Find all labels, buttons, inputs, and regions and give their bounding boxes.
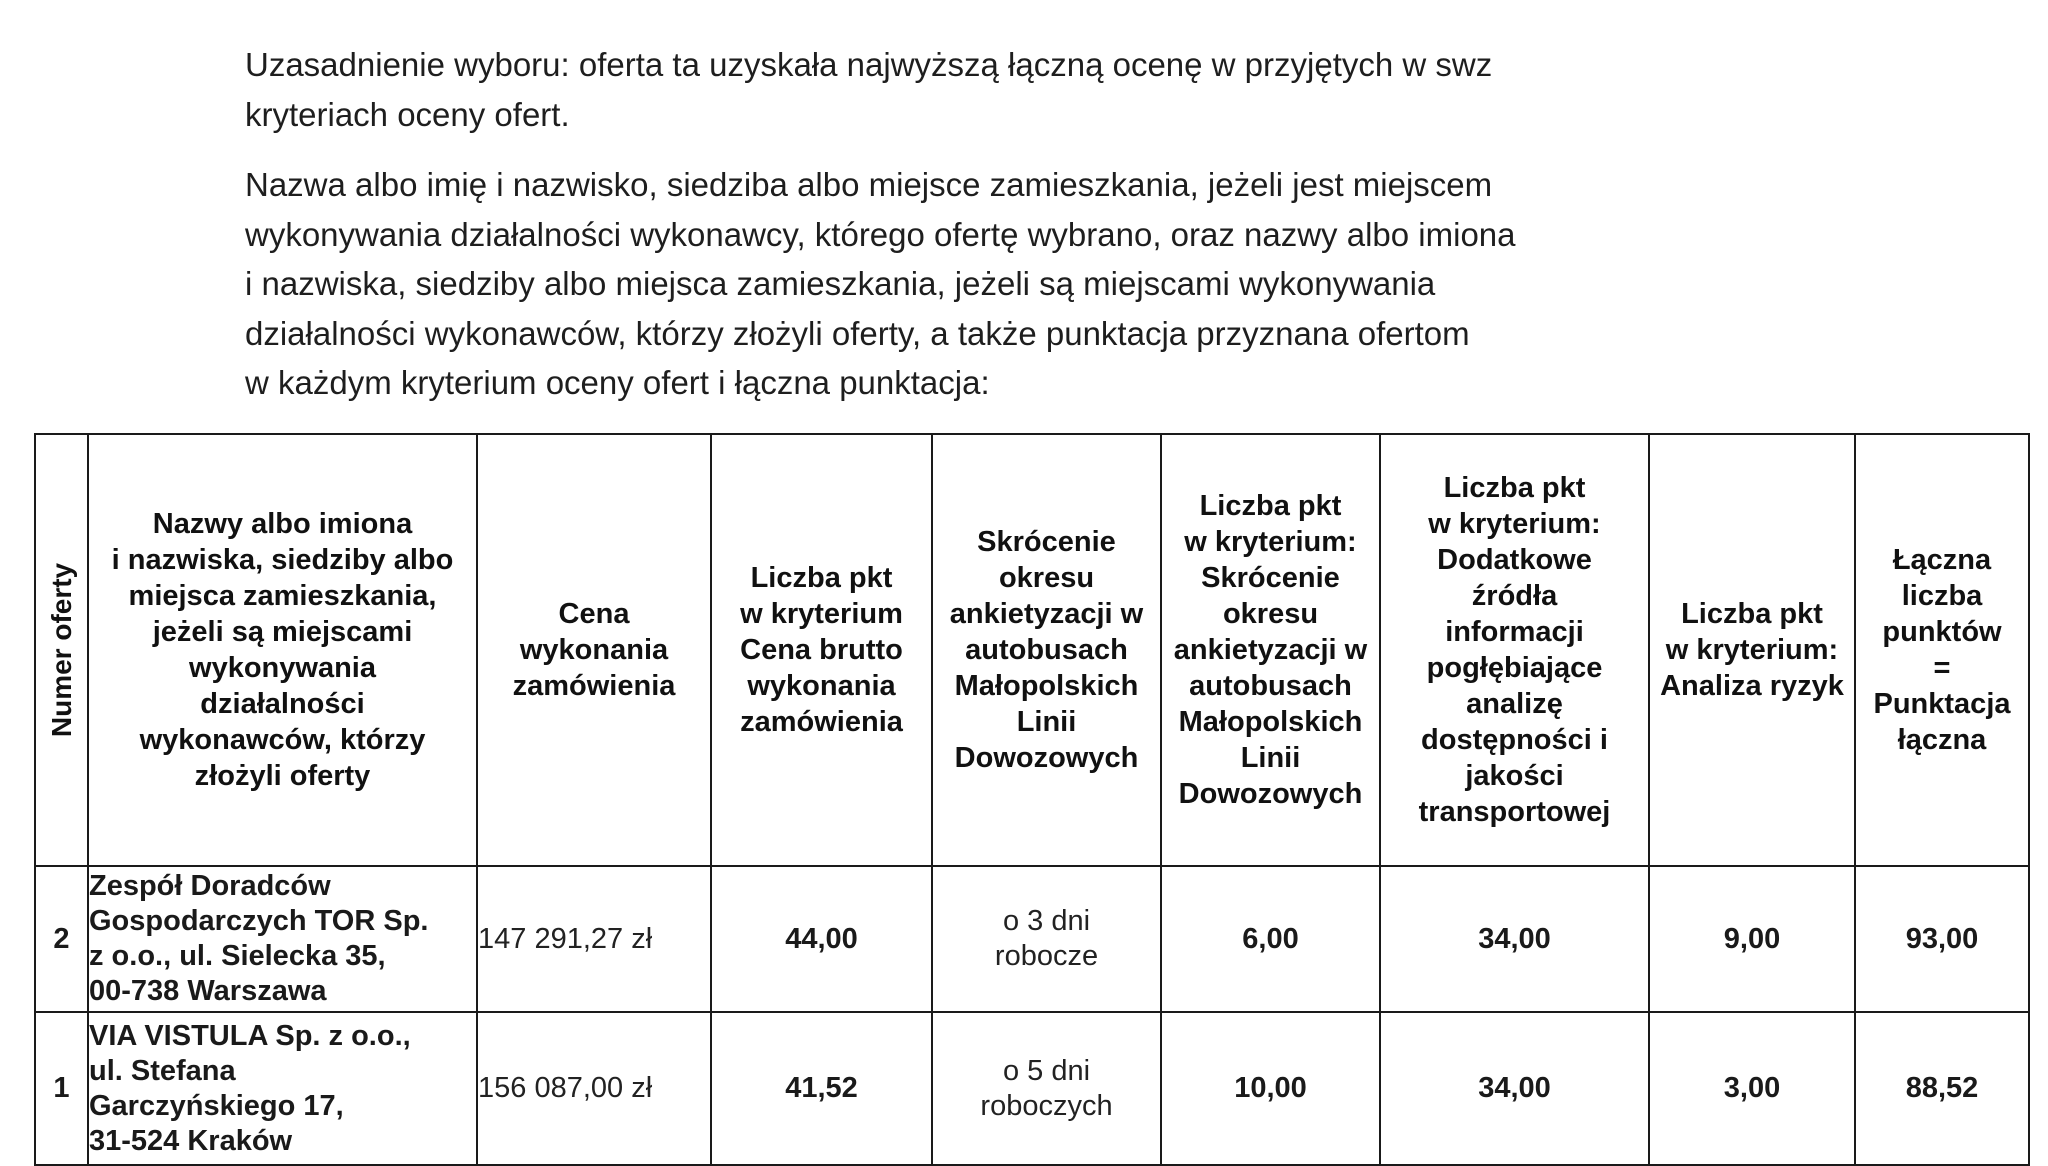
contractor-name-cell: Zespół Doradców Gospodarczych TOR Sp. z o.o., ul. Sielecka 35, 00-738 Warszawa: [88, 866, 477, 1012]
header-price: Cena wykonania zamówienia: [477, 434, 711, 866]
header-additional-points: Liczba pkt w kryterium: Dodatkowe źródła informacji pogłębiające analizę dostępności i jakości transportowej: [1380, 434, 1649, 866]
risk-points-cell: 9,00: [1649, 866, 1855, 1012]
header-price-points: Liczba pkt w kryterium Cena brutto wykonania zamówienia: [711, 434, 932, 866]
description-paragraph: Nazwa albo imię i nazwisko, siedziba albo miejsce zamieszkania, jeżeli jest miejscem wykonywania działalności wykonawcy, którego ofertę wybrano, oraz nazwy albo imiona i nazwiska, siedziby albo miejsca zamieszkania, jeżeli są miejscami wykonywania działalności wykonawców, którzy złożyli oferty, a także punktacja przyznana ofertom w każdym kryterium oceny ofert i łączna punktacja:: [245, 166, 1516, 401]
price-cell: 156 087,00 zł: [477, 1012, 711, 1165]
header-total: Łączna liczba punktów = Punktacja łączna: [1855, 434, 2029, 866]
offer-number-cell: 2: [35, 866, 88, 1012]
shortening-cell: o 5 dni roboczych: [932, 1012, 1161, 1165]
header-risk-points: Liczba pkt w kryterium: Analiza ryzyk: [1649, 434, 1855, 866]
price-points-cell: 41,52: [711, 1012, 932, 1165]
total-cell: 88,52: [1855, 1012, 2029, 1165]
additional-points-cell: 34,00: [1380, 1012, 1649, 1165]
total-cell: 93,00: [1855, 866, 2029, 1012]
risk-points-cell: 3,00: [1649, 1012, 1855, 1165]
table-row: [35, 866, 2029, 1012]
table-header-row: [35, 434, 2029, 866]
contractor-name-cell: VIA VISTULA Sp. z o.o., ul. Stefana Garczyńskiego 17, 31-524 Kraków: [88, 1012, 477, 1165]
shortening-points-cell: 10,00: [1161, 1012, 1380, 1165]
header-names: Nazwy albo imiona i nazwiska, siedziby albo miejsca zamieszkania, jeżeli są miejscami wykonywania działalności wykonawców, którzy złożyli oferty: [88, 434, 477, 866]
header-shortening: Skrócenie okresu ankietyzacji w autobusach Małopolskich Linii Dowozowych: [932, 434, 1161, 866]
shortening-points-cell: 6,00: [1161, 866, 1380, 1012]
offers-table: [34, 433, 2030, 1166]
header-offer-number: [35, 434, 88, 866]
additional-points-cell: 34,00: [1380, 866, 1649, 1012]
shortening-cell: o 3 dni robocze: [932, 866, 1161, 1012]
offer-number-cell: 1: [35, 1012, 88, 1165]
price-points-cell: 44,00: [711, 866, 932, 1012]
header-shortening-points: Liczba pkt w kryterium: Skrócenie okresu ankietyzacji w autobusach Małopolskich Linii Dowozowych: [1161, 434, 1380, 866]
justification-paragraph: Uzasadnienie wyboru: oferta ta uzyskała najwyższą łączną ocenę w przyjętych w swz kryteriach oceny ofert.: [245, 46, 1493, 133]
header-offer-number-label: Numer oferty: [45, 562, 77, 738]
table-row: [35, 1012, 2029, 1165]
price-cell: 147 291,27 zł: [477, 866, 711, 1012]
